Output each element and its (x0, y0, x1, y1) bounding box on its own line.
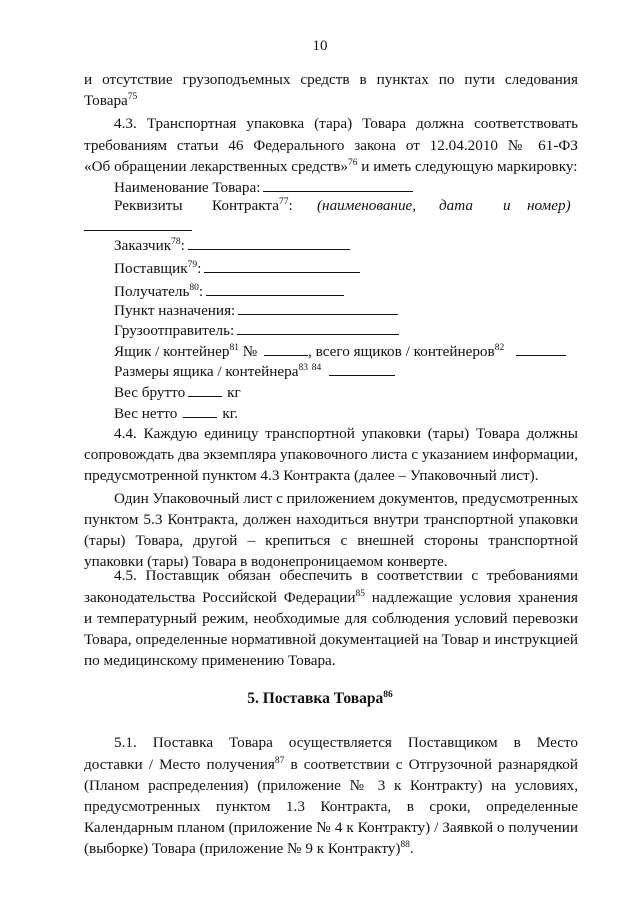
form-field-shipper: Грузоотправитель: (114, 320, 578, 341)
text-line: требованиям статьи 46 Федерального закона от 12.04.2010 № 61-ФЗ (84, 137, 578, 154)
footnote-ref: 79 (187, 260, 198, 270)
form-field-supplier: Поставщик$^{79}$: (114, 258, 578, 279)
text-line: законодательства Российской Федерации$^{85}$ надлежащие условия хранения (84, 589, 578, 606)
form-field-gross-weight: Вес брутто кг (114, 384, 241, 401)
form-field-box-size: Размеры ящика / контейнера$^{83}$ $^{84}$ (114, 361, 578, 382)
footnote-ref: 87 (274, 756, 285, 766)
blank-line (516, 341, 566, 356)
footnote-ref: 86 (383, 690, 393, 700)
page-number: 10 (312, 38, 328, 54)
text-line: сопровождать два экземпляра упаковочного листа с указанием информации, (84, 446, 578, 463)
text-line: (тары) Товара, другой – крепиться с внешней стороны транспортной (84, 532, 578, 549)
clause-4-5-line: 4.5. Поставщик обязан обеспечить в соответствии с требованиями (114, 567, 578, 584)
blank-line (263, 177, 413, 192)
blank-line (183, 403, 217, 418)
text-line: Товара, определенные нормативной документацией на Товар и инструкцией (84, 631, 578, 648)
form-field-box: Ящик / контейнер$^{81}$ № , всего ящиков / контейнеров$^{82}$ (114, 341, 578, 362)
text-line: (Планом распределения) (приложение № 3 к Контракту) на условиях, (84, 777, 578, 794)
footnote-ref: 78 (171, 237, 181, 247)
blank-line (84, 230, 192, 231)
text-line: «Об обращении лекарственных средств»$^{76}$ и иметь следующую маркировку: (84, 158, 578, 175)
clause-4-4-line: 4.4. Каждую единицу транспортной упаковки (тары) Товара должны (114, 425, 578, 442)
form-field-destination: Пункт назначения: (114, 300, 578, 321)
footnote-ref: 88 (400, 840, 410, 850)
blank-line (204, 258, 360, 273)
footnote-ref: 75 (127, 92, 138, 102)
form-field-net-weight: Вес нетто кг. (114, 405, 239, 422)
footnote-ref: 82 (494, 343, 505, 353)
text-line: и температурный режим, необходимые для соблюдения условий перевозки (84, 610, 578, 627)
text-line: (выборке) Товара (приложение № 9 к Контракту)$^{88}$. (84, 840, 414, 857)
blank-line (206, 281, 344, 296)
text-line: пунктом 5.3 Контракта, должен находиться внутри транспортной упаковки (84, 511, 578, 528)
blank-line (264, 341, 308, 356)
text-line: Календарным планом (приложение № 4 к Контракту) / Заявкой о получении (84, 819, 578, 836)
blank-line (188, 235, 350, 250)
blank-line (329, 361, 395, 376)
footnote-ref: 76 (347, 158, 358, 168)
footnote-ref: 83 (298, 363, 308, 373)
form-field-customer: Заказчик$^{78}$: (114, 235, 578, 256)
clause-4-3-line: 4.3. Транспортная упаковка (тара) Товара должна соответствовать (114, 115, 578, 132)
text-line: Товара$^{75}$ (84, 92, 138, 109)
form-field-name: Наименование Товара: (114, 177, 578, 198)
footnote-ref: 80 (189, 283, 199, 293)
text-line: и отсутствие грузоподъемных средств в пунктах по пути следования (84, 71, 578, 88)
footnote-ref: 85 (355, 589, 365, 599)
text-line: доставки / Место получения$^{87}$ в соответствии с Отгрузочной разнарядкой (84, 756, 578, 773)
footnote-ref: 84 (311, 363, 322, 373)
blank-line (188, 382, 222, 397)
section-heading: 5. Поставка Товара$^{86}$ (247, 690, 393, 707)
text-line: упаковки (тары) Товара в водонепроницаемом конверте. (84, 553, 448, 570)
text-line: предусмотренной пунктом 4.3 Контракта (далее – Упаковочный лист). (84, 467, 539, 484)
text-line: по медицинскому применению Товара. (84, 652, 336, 669)
blank-line (237, 320, 399, 335)
blank-line (238, 300, 398, 315)
document-page: 10 и отсутствие грузоподъемных средств в пунктах по пути следования Товара$^{75}$ 4.3. Транспортная упаковка (тара) Товара должна соответствовать требованиям статьи 46 Федерального закона от 12.04.2010 № 61-ФЗ «Об обращении лекарственных средств»$^{76}$ и иметь следующую маркировку: Наименование Товара: Реквизиты Контракта$^{77}$: (наименование, дата и номер) Заказчик$^{78}$: Поставщик$^{79}$: Получатель$^{80}$: Пункт назначения: Грузоотправитель: Ящик / контейнер$^{81}$ № , всего ящиков / контейнеров$^{82}$ Размеры ящика / контейнера$^{83}$ $^{84}$ Вес брутто кг Вес нетто кг. 4.4. Каждую единицу транспортной упаковки (тары) Товара должны сопровождать два экземпляра упаковочного листа с указанием информации, предусмотренной пунктом 4.3 Контракта (далее – Упаковочный лист). Один Упаковочный лист с приложением документов, предусмотренных пунктом 5.3 Контракта, должен находиться внутри транспортной упаковки (тары) Товара, другой – крепиться с внешней стороны транспортной упаковки (тары) Товара в водонепроницаемом конверте. 4.5. Поставщик обязан обеспечить в соответствии с требованиями законодательства Российской Федерации$^{85}$ надлежащие условия хранения и температурный режим, необходимые для соблюдения условий перевозки Товара, определенные нормативной документацией на Товар и инструкцией по медицинскому применению Товара. 5. Поставка Товара$^{86}$ 5.1. Поставка Товара осуществляется Поставщиком в Место доставки / Место получения$^{87}$ в соответствии с Отгрузочной разнарядкой (Планом распределения) (приложение № 3 к Контракту) на условиях, предусмотренных пунктом 1.3 Контракта, в сроки, определенные Календарным планом (приложение № 4 к Контракту) / Заявкой о получении (выборке) Товара (приложение № 9 к Контракту)$^{88}$. (0, 0, 640, 905)
text-line: Один Упаковочный лист с приложением документов, предусмотренных (114, 490, 579, 507)
text-line: предусмотренных пунктом 1.3 Контракта, в сроки, определенные (84, 798, 578, 815)
footnote-ref: 77 (279, 197, 289, 207)
footnote-ref: 81 (229, 343, 239, 353)
clause-5-1-line: 5.1. Поставка Товара осуществляется Поставщиком в Место (114, 734, 578, 751)
form-field-recipient: Получатель$^{80}$: (114, 281, 578, 302)
